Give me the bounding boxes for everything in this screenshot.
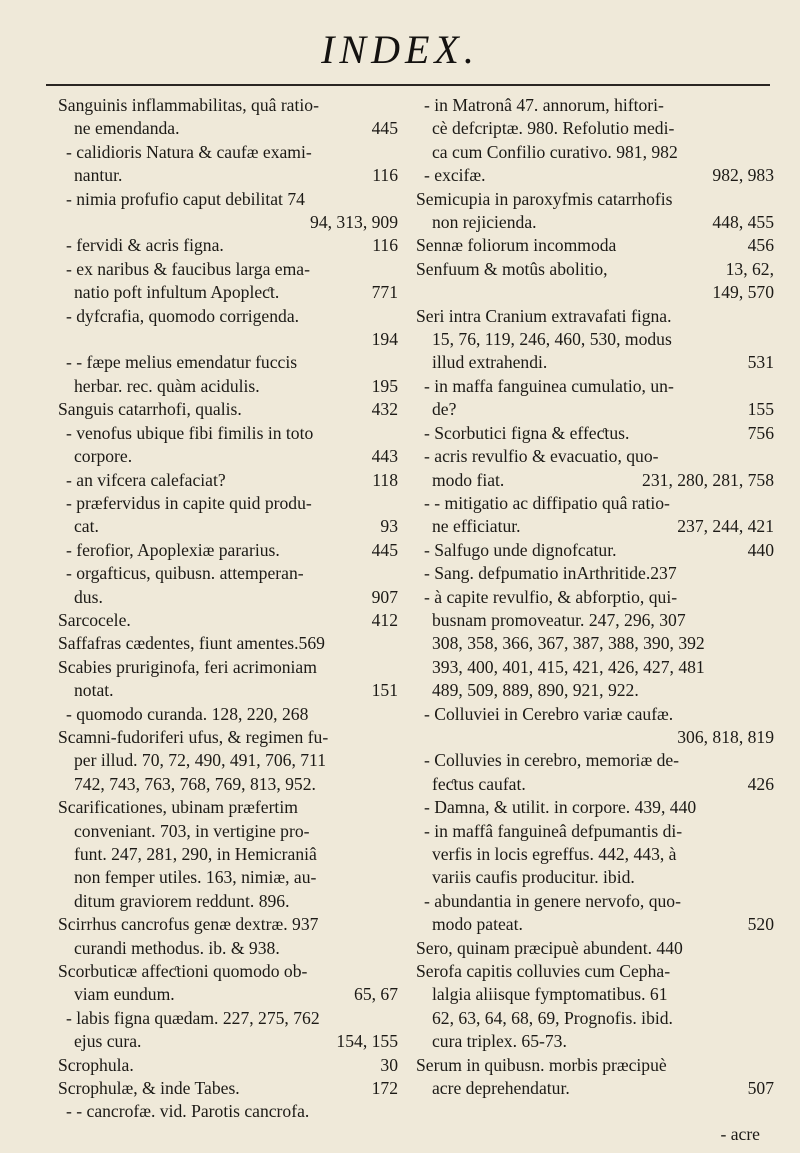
index-entry <box>58 328 398 351</box>
index-entry <box>416 305 774 328</box>
entry-text: Sennæ foliorum incommoda <box>416 235 617 256</box>
index-column-left <box>58 94 398 1124</box>
entry-text: - ex naribus & faucibus larga ema- <box>66 258 310 279</box>
index-entry <box>416 445 774 468</box>
entry-page-refs: 154, 155 <box>336 1031 398 1052</box>
entry-text: Sanguis catarrhofi, qualis. <box>58 399 242 420</box>
entry-page-refs: 756 <box>747 422 774 443</box>
entry-page-refs: 155 <box>747 399 774 420</box>
index-entry <box>58 164 398 187</box>
catchword: - acre <box>720 1124 760 1144</box>
entry-text: - Colluvies in cerebro, memoriæ de- <box>424 750 680 771</box>
index-entry <box>416 679 774 702</box>
index-entry <box>416 937 774 960</box>
index-entry <box>58 94 398 117</box>
index-entry <box>58 866 398 889</box>
index-entry <box>416 328 774 351</box>
index-entry <box>416 469 774 492</box>
entry-text: - orgafticus, quibusn. attemperan- <box>66 563 304 584</box>
entry-text: notat. <box>74 680 114 701</box>
entry-text: Scrophulæ, & inde Tabes. <box>58 1078 240 1099</box>
index-column-right <box>416 94 774 1100</box>
index-entry <box>416 820 774 843</box>
index-entry <box>416 843 774 866</box>
entry-page-refs: 237, 244, 421 <box>677 516 774 537</box>
index-entry <box>416 796 774 819</box>
index-entry <box>416 1054 774 1077</box>
index-entry <box>58 281 398 304</box>
index-entry <box>416 632 774 655</box>
entry-text: curandi methodus. ib. & 938. <box>74 937 280 958</box>
index-entry <box>58 679 398 702</box>
index-entry <box>58 913 398 936</box>
index-entry <box>416 1007 774 1030</box>
entry-page-refs: 445 <box>371 118 398 139</box>
entry-text: 308, 358, 366, 367, 387, 388, 390, 392 <box>432 633 705 654</box>
entry-text: - calidioris Natura & caufæ exami- <box>66 141 312 162</box>
entry-page-refs: 907 <box>371 586 398 607</box>
index-entry <box>58 1054 398 1077</box>
index-entry <box>416 960 774 983</box>
entry-text: - præfervidus in capite quid produ- <box>66 492 312 513</box>
entry-text: - acris revulfio & evacuatio, quo- <box>424 446 659 467</box>
entry-text: Saffafras cædentes, fiunt amentes.569 <box>58 633 325 654</box>
entry-text: Scabies pruriginofa, feri acrimoniam <box>58 656 317 677</box>
entry-text: - an vifcera calefaciat? <box>66 469 226 490</box>
entry-text: per illud. 70, 72, 490, 491, 706, 711 <box>74 750 326 771</box>
entry-text: Seri intra Cranium extravafati figna. <box>416 305 672 326</box>
entry-text: - quomodo curanda. 128, 220, 268 <box>66 703 309 724</box>
index-entry <box>58 445 398 468</box>
entry-text: - - cancrofæ. vid. Parotis cancrofa. <box>66 1101 310 1122</box>
index-entry <box>416 562 774 585</box>
index-entry <box>58 843 398 866</box>
entry-page-refs: 448, 455 <box>712 212 774 233</box>
index-entry <box>416 141 774 164</box>
entry-text: cura triplex. 65-73. <box>432 1031 567 1052</box>
entry-page-refs: 116 <box>372 165 398 186</box>
index-entry <box>416 1077 774 1100</box>
entry-text: - Scorbutici figna & effeƈtus. <box>424 422 630 443</box>
index-entry <box>416 1030 774 1053</box>
entry-page-refs: 445 <box>371 539 398 560</box>
entry-page-refs: 65, 67 <box>354 984 398 1005</box>
entry-text: - Colluviei in Cerebro variæ caufæ. <box>424 703 674 724</box>
index-entry <box>58 586 398 609</box>
index-entry <box>416 164 774 187</box>
entry-text: variis caufis producitur. ibid. <box>432 867 635 888</box>
index-entry <box>58 141 398 164</box>
index-entry <box>58 515 398 538</box>
entry-page-refs: 94, 313, 909 <box>310 212 398 233</box>
entry-text: busnam promoveatur. 247, 296, 307 <box>432 609 686 630</box>
entry-page-refs: 13, 62, <box>725 258 774 279</box>
entry-page-refs: 531 <box>747 352 774 373</box>
entry-text: - nimia profufio caput debilitat 74 <box>66 188 305 209</box>
entry-text: de? <box>432 399 457 420</box>
entry-page-refs: 440 <box>747 539 774 560</box>
entry-text: conveniant. 703, in vertigine pro- <box>74 820 310 841</box>
entry-page-refs: 149, 570 <box>712 282 774 303</box>
index-entry <box>416 398 774 421</box>
index-entry <box>416 703 774 726</box>
entry-text: ne efficiatur. <box>432 516 521 537</box>
entry-text: Sanguinis inflammabilitas, quâ ratio- <box>58 95 319 115</box>
entry-text: lalgia aliisque fymptomatibus. 61 <box>432 984 668 1005</box>
index-entry <box>58 188 398 211</box>
index-entry <box>416 281 774 304</box>
index-entry <box>58 1077 398 1100</box>
index-entry <box>416 866 774 889</box>
index-entry <box>58 820 398 843</box>
index-entry <box>58 492 398 515</box>
page-title: INDEX. <box>321 27 479 72</box>
entry-page-refs: 93 <box>380 516 398 537</box>
entry-text: nantur. <box>74 165 123 186</box>
entry-text: funt. 247, 281, 290, in Hemicraniâ <box>74 844 317 864</box>
index-entry <box>416 515 774 538</box>
entry-text: feƈtus caufat. <box>432 773 526 794</box>
entry-page-refs: 520 <box>747 914 774 935</box>
index-entry <box>416 983 774 1006</box>
entry-text: ejus cura. <box>74 1031 142 1052</box>
entry-text: corpore. <box>74 446 133 467</box>
entry-page-refs: 426 <box>747 773 774 794</box>
entry-text: non femper utiles. 163, nimiæ, au- <box>74 867 317 888</box>
entry-text: illud extrahendi. <box>432 352 548 373</box>
index-entry <box>58 258 398 281</box>
entry-page-refs: 30 <box>380 1054 398 1075</box>
index-entry <box>416 586 774 609</box>
index-entry <box>416 351 774 374</box>
entry-text: Scrophula. <box>58 1054 134 1075</box>
entry-text: Senfuum & motûs abolitio, <box>416 258 608 279</box>
entry-page-refs: 231, 280, 281, 758 <box>642 469 774 490</box>
entry-text: verfis in locis egreffus. 442, 443, à <box>432 844 677 864</box>
index-entry <box>58 234 398 257</box>
index-entry <box>416 890 774 913</box>
entry-page-refs: 771 <box>371 282 398 303</box>
index-entry <box>58 1100 398 1123</box>
index-entry <box>58 796 398 819</box>
index-entry <box>58 656 398 679</box>
index-entry <box>58 422 398 445</box>
index-entry <box>416 773 774 796</box>
entry-text: natio poft infultum Apopleƈt. <box>74 282 280 303</box>
index-entry <box>416 117 774 140</box>
entry-text: 742, 743, 763, 768, 769, 813, 952. <box>74 773 316 794</box>
index-entry <box>58 983 398 1006</box>
entry-text: dus. <box>74 586 103 607</box>
entry-text: cè defcriptæ. 980. Refolutio medi- <box>432 118 675 139</box>
entry-text: viam eundum. <box>74 984 175 1005</box>
index-entry <box>416 258 774 281</box>
entry-text: non rejicienda. <box>432 212 537 233</box>
entry-text: - in maffâ fanguineâ defpumantis di- <box>424 820 683 841</box>
entry-text: Scamni-fudoriferi ufus, & regimen fu- <box>58 726 329 747</box>
entry-page-refs: 507 <box>747 1078 774 1099</box>
entry-page-refs: 306, 818, 819 <box>677 726 774 747</box>
entry-page-refs: 432 <box>371 399 398 420</box>
entry-text: - excifæ. <box>424 165 486 186</box>
index-entry <box>416 749 774 772</box>
index-entry <box>416 656 774 679</box>
entry-page-refs: 456 <box>747 235 774 256</box>
entry-text: 62, 63, 64, 68, 69, Prognofis. ibid. <box>432 1007 673 1028</box>
index-entry <box>58 351 398 374</box>
entry-text: - ferofior, Apoplexiæ pararius. <box>66 539 280 560</box>
entry-page-refs: 982, 983 <box>712 165 774 186</box>
index-entry <box>58 773 398 796</box>
entry-text: herbar. rec. quàm acidulis. <box>74 375 260 396</box>
entry-page-refs: 151 <box>371 680 398 701</box>
index-entry <box>416 211 774 234</box>
index-entry <box>58 632 398 655</box>
entry-text: 489, 509, 889, 890, 921, 922. <box>432 680 639 701</box>
entry-text: - Salfugo unde dignofcatur. <box>424 539 617 560</box>
entry-page-refs: 118 <box>372 469 398 490</box>
entry-text: - dyfcrafia, quomodo corrigenda. <box>66 305 300 326</box>
entry-text: - in Matronâ 47. annorum, hiftori- <box>424 95 664 115</box>
index-entry <box>58 539 398 562</box>
entry-page-refs: 172 <box>371 1078 398 1099</box>
index-entry <box>58 211 398 234</box>
index-entry <box>58 749 398 772</box>
index-entry <box>58 469 398 492</box>
entry-page-refs: 412 <box>371 609 398 630</box>
index-entry <box>58 562 398 585</box>
entry-text: - in maffa fanguinea cumulatio, un- <box>424 375 674 396</box>
entry-text: Scorbuticæ affeƈtioni quomodo ob- <box>58 961 308 982</box>
entry-text: - - fæpe melius emendatur fuccis <box>66 352 298 373</box>
index-entry <box>58 960 398 983</box>
entry-text: 393, 400, 401, 415, 421, 426, 427, 481 <box>432 656 705 677</box>
entry-text: cat. <box>74 516 99 537</box>
entry-text: - abundantia in genere nervofo, quo- <box>424 890 681 911</box>
entry-text: - labis figna quædam. 227, 275, 762 <box>66 1007 320 1028</box>
entry-text: acre deprehendatur. <box>432 1078 570 1099</box>
index-entry <box>416 492 774 515</box>
index-entry <box>58 305 398 328</box>
entry-text: - Damna, & utilit. in corpore. 439, 440 <box>424 797 697 818</box>
entry-page-refs: 194 <box>371 329 398 350</box>
index-entry <box>416 94 774 117</box>
entry-text: modo fiat. <box>432 469 505 490</box>
index-entry <box>58 703 398 726</box>
index-entry <box>416 375 774 398</box>
entry-page-refs: 195 <box>371 375 398 396</box>
entry-text: Serum in quibusn. morbis præcipuè <box>416 1054 667 1075</box>
title-rule <box>46 84 770 86</box>
entry-text: Sarcocele. <box>58 609 131 630</box>
index-entry <box>416 188 774 211</box>
entry-text: modo pateat. <box>432 914 523 935</box>
entry-text: Serofa capitis colluvies cum Cepha- <box>416 961 671 982</box>
entry-text: ca cum Confilio curativo. 981, 982 <box>432 141 678 162</box>
index-entry <box>416 539 774 562</box>
index-entry <box>416 726 774 749</box>
entry-text: Scirrhus cancrofus genæ dextræ. 937 <box>58 914 319 935</box>
index-entry <box>58 609 398 632</box>
index-entry <box>416 422 774 445</box>
index-entry <box>416 609 774 632</box>
index-entry <box>58 1007 398 1030</box>
entry-text: 15, 76, 119, 246, 460, 530, modus <box>432 329 672 350</box>
entry-page-refs: 116 <box>372 235 398 256</box>
index-entry <box>416 913 774 936</box>
entry-text: ditum graviorem reddunt. 896. <box>74 890 290 911</box>
index-entry <box>58 937 398 960</box>
index-entry <box>58 890 398 913</box>
index-entry <box>58 375 398 398</box>
index-entry <box>58 1030 398 1053</box>
entry-text: - à capite revulfio, & abforptio, qui- <box>424 586 678 607</box>
entry-page-refs: 443 <box>371 446 398 467</box>
index-entry <box>58 398 398 421</box>
index-entry <box>58 117 398 140</box>
entry-text: Sero, quinam præcipuè abundent. 440 <box>416 937 683 958</box>
entry-text: - venofus ubique fibi fimilis in toto <box>66 422 314 443</box>
entry-text: ne emendanda. <box>74 118 180 139</box>
entry-text: - Sang. defpumatio inArthritide.237 <box>424 563 677 584</box>
entry-text: Semicupia in paroxyfmis catarrhofis <box>416 188 673 209</box>
index-entry <box>416 234 774 257</box>
entry-text: - fervidi & acris figna. <box>66 235 224 256</box>
entry-text: Scarificationes, ubinam præfertim <box>58 797 298 818</box>
index-entry <box>58 726 398 749</box>
entry-text: - - mitigatio ac diffipatio quâ ratio- <box>424 492 670 513</box>
